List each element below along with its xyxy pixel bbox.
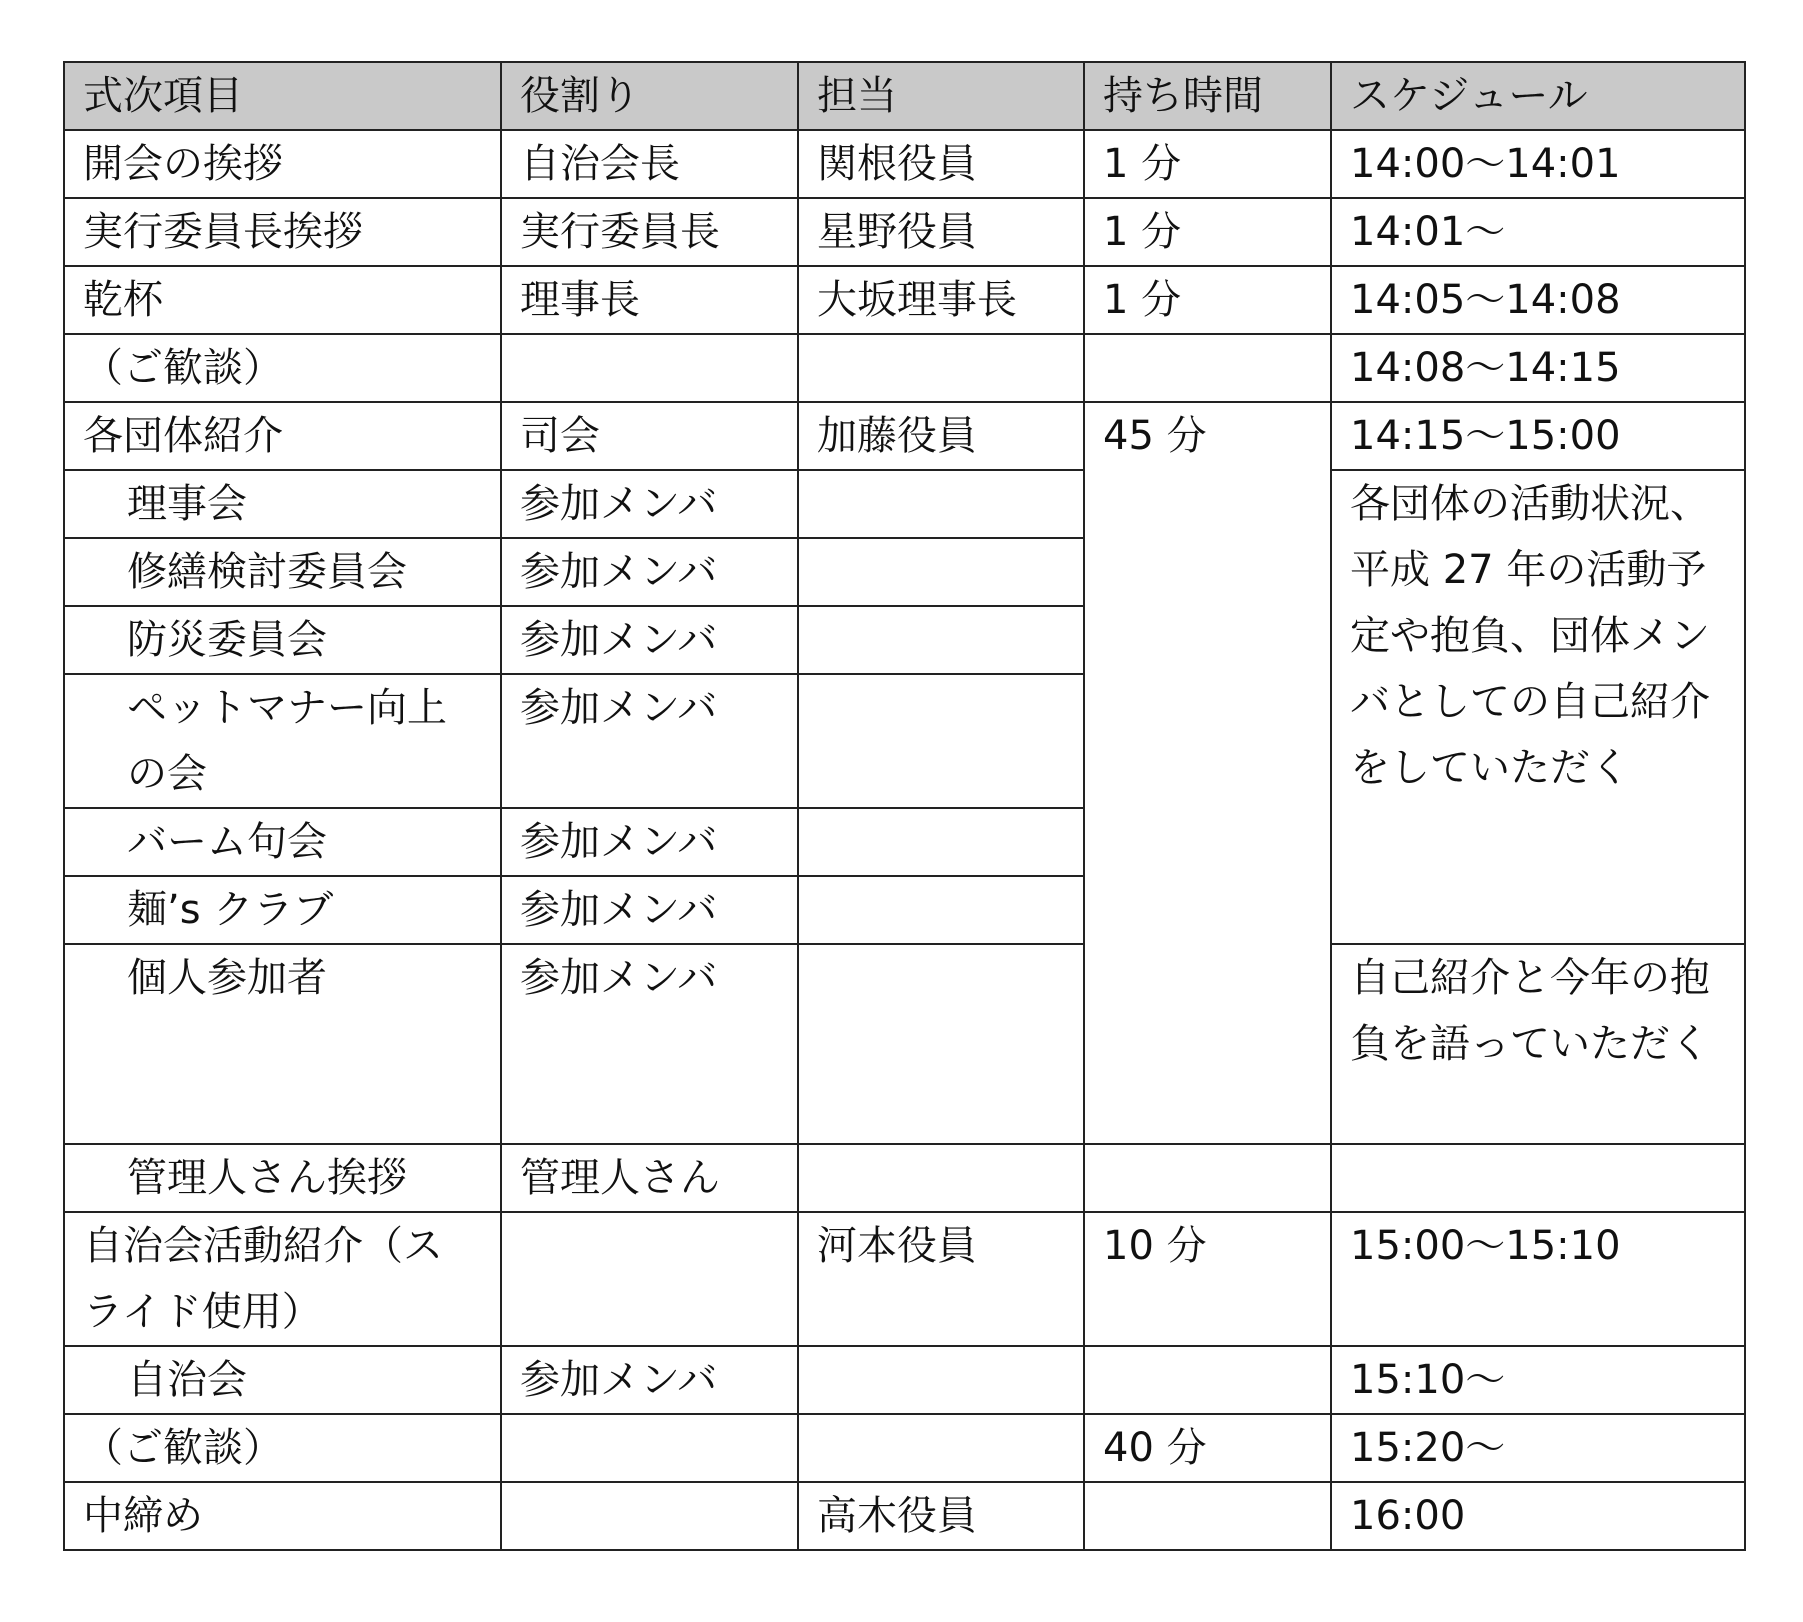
cell-charge: 高木役員 [798,1482,1084,1550]
cell-role [501,1482,798,1550]
table-row [64,402,1745,470]
table-row [64,266,1745,334]
cell-role: 自治会長 [501,130,798,198]
header-item: 式次項目 [64,62,501,130]
cell-schedule: 14:01～ [1331,198,1745,266]
cell-role: 管理人さん [501,1144,798,1212]
cell-time [1084,1482,1331,1550]
cell-item: 乾杯 [64,266,501,334]
table-row [64,1212,1745,1346]
cell-role: 参加メンバ [501,470,798,538]
cell-charge [798,944,1084,1144]
cell-schedule: 16:00 [1331,1482,1745,1550]
cell-time: 10 分 [1084,1212,1331,1346]
cell-role: 理事長 [501,266,798,334]
cell-charge [798,876,1084,944]
cell-note: 各団体の活動状況、平成 27 年の活動予定や抱負、団体メンバとしての自己紹介をしていただく [1331,470,1745,944]
cell-schedule [1331,1144,1745,1212]
cell-item: 各団体紹介 [64,402,501,470]
cell-time [1084,1144,1331,1212]
cell-item: 実行委員長挨拶 [64,198,501,266]
cell-item: 麺’s クラブ [64,876,501,944]
cell-role: 参加メンバ [501,808,798,876]
cell-role [501,334,798,402]
cell-item: バーム句会 [64,808,501,876]
cell-note: 自己紹介と今年の抱負を語っていただく [1331,944,1745,1144]
cell-role: 参加メンバ [501,538,798,606]
cell-charge [798,606,1084,674]
table-row [64,130,1745,198]
cell-charge [798,470,1084,538]
cell-schedule: 15:10～ [1331,1346,1745,1414]
cell-role [501,1414,798,1482]
cell-time [1084,1346,1331,1414]
cell-role: 参加メンバ [501,876,798,944]
cell-charge: 河本役員 [798,1212,1084,1346]
table-row [64,470,1745,538]
cell-item: （ご歓談） [64,334,501,402]
table-header-row [64,62,1745,130]
cell-schedule: 14:00～14:01 [1331,130,1745,198]
table-row [64,1346,1745,1414]
cell-charge: 関根役員 [798,130,1084,198]
cell-time: 1 分 [1084,198,1331,266]
cell-charge: 星野役員 [798,198,1084,266]
cell-charge [798,1144,1084,1212]
header-role: 役割り [501,62,798,130]
cell-charge: 大坂理事長 [798,266,1084,334]
cell-item: 中締め [64,1482,501,1550]
cell-item: （ご歓談） [64,1414,501,1482]
cell-schedule: 14:08～14:15 [1331,334,1745,402]
cell-role: 参加メンバ [501,944,798,1144]
cell-item: 個人参加者 [64,944,501,1144]
cell-item: 管理人さん挨拶 [64,1144,501,1212]
cell-role: 実行委員長 [501,198,798,266]
header-time: 持ち時間 [1084,62,1331,130]
table-row [64,1414,1745,1482]
cell-item: 修繕検討委員会 [64,538,501,606]
cell-schedule: 15:20～ [1331,1414,1745,1482]
table-row [64,1144,1745,1212]
cell-charge: 加藤役員 [798,402,1084,470]
cell-role: 参加メンバ [501,1346,798,1414]
header-charge: 担当 [798,62,1084,130]
cell-charge [798,334,1084,402]
cell-time: 1 分 [1084,130,1331,198]
table-row [64,944,1745,1144]
cell-charge [798,538,1084,606]
table-row [64,334,1745,402]
cell-role: 司会 [501,402,798,470]
table-row [64,1482,1745,1550]
cell-item: 防災委員会 [64,606,501,674]
cell-time [1084,334,1331,402]
cell-item: 自治会活動紹介（スライド使用） [64,1212,501,1346]
schedule-table [63,61,1746,1551]
cell-schedule: 14:15～15:00 [1331,402,1745,470]
cell-time: 45 分 [1084,402,1331,1144]
cell-item: 自治会 [64,1346,501,1414]
header-schedule: スケジュール [1331,62,1745,130]
cell-item: ペットマナー向上の会 [64,674,501,808]
cell-schedule: 14:05～14:08 [1331,266,1745,334]
cell-charge [798,808,1084,876]
cell-item: 開会の挨拶 [64,130,501,198]
cell-role: 参加メンバ [501,606,798,674]
cell-time: 40 分 [1084,1414,1331,1482]
cell-item: 理事会 [64,470,501,538]
cell-time: 1 分 [1084,266,1331,334]
table-row [64,198,1745,266]
cell-schedule: 15:00～15:10 [1331,1212,1745,1346]
cell-role: 参加メンバ [501,674,798,808]
cell-charge [798,1346,1084,1414]
cell-charge [798,674,1084,808]
cell-role [501,1212,798,1346]
cell-charge [798,1414,1084,1482]
